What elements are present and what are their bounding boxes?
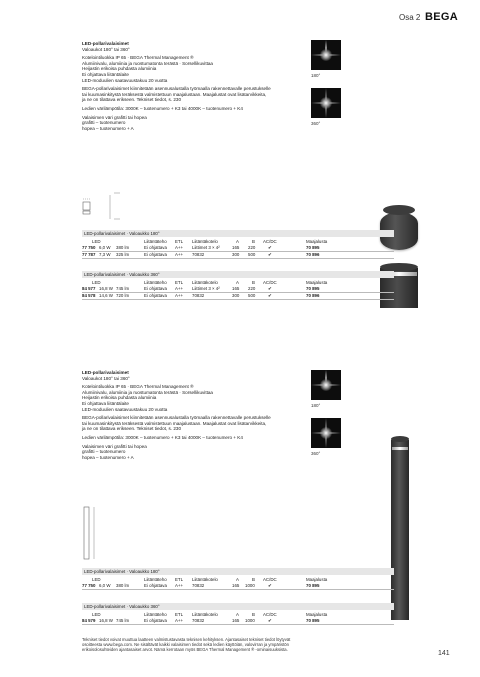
energy-class: A++ xyxy=(175,583,184,588)
column-header: B xyxy=(252,280,255,285)
power-value: 6,0 W xyxy=(99,245,111,250)
dimension-a: 300 xyxy=(232,252,240,257)
table-row xyxy=(82,618,394,625)
column-header: ETL xyxy=(175,280,184,285)
column-header: Liitäntäkotelo xyxy=(192,280,218,285)
dimension-b: 1000 xyxy=(245,618,255,623)
check-icon: ✔ xyxy=(268,293,272,298)
spec-line: Heijastin erikoisa puhdasta alumiinia xyxy=(82,66,157,72)
dimension-a: 165 xyxy=(232,245,240,250)
dimension-b: 1000 xyxy=(245,583,255,588)
lumen-value: 380 lm xyxy=(116,245,130,250)
product-table xyxy=(82,568,394,590)
column-header: ETL xyxy=(175,239,184,244)
lumen-value: 720 lm xyxy=(116,293,130,298)
column-header: Maajalusta xyxy=(306,612,328,617)
check-icon: ✔ xyxy=(268,583,272,588)
lumen-value: 380 lm xyxy=(116,583,130,588)
page-number: 141 xyxy=(438,650,450,657)
spec-line: Ei ohjattava liitäntälaite xyxy=(82,71,129,77)
spec-line: Kotelointiluokka IP 65 · BEGA Thermal Management ® xyxy=(82,384,194,390)
connection-box: 70832 xyxy=(192,293,205,298)
product-number: 77 750 xyxy=(82,245,96,250)
table-caption: LED-pollarivalaisimet · Valoaukko 180° xyxy=(82,230,394,237)
description-line: ja ne on tilattava erikseen. Tekniset tiedot, s. 230 xyxy=(82,97,181,103)
connection-box: 70832 xyxy=(192,252,205,257)
column-header: A xyxy=(236,612,239,617)
lumen-value: 745 lm xyxy=(116,286,130,291)
table-caption: LED-pollarivalaisimet · Valoaukko 180° xyxy=(82,568,394,575)
dimension-drawing xyxy=(80,191,135,223)
power-value: 16,8 W xyxy=(99,286,113,291)
control-type: Ei ohjattava xyxy=(144,583,167,588)
column-header: A xyxy=(236,577,239,582)
spec-line: Heijastin erikoisa puhdasta alumiinia xyxy=(82,395,157,401)
spec-line: Alumiinivalu, alumiinia ja ruostumatonta terästä · Sorsellikuvittaa xyxy=(82,389,213,395)
column-header: AC/DC xyxy=(263,280,277,285)
description-line: tai kuumasinkitystä teräksestä valmistettuun maajalustaan. Maajalustat ovat lisätarvikkeita, xyxy=(82,91,267,97)
description-line: BEGA-pollarivalaisimet kiinnitetään asennusalustalla työmaalla rakennettavalle perustukselle xyxy=(82,415,271,421)
beam-angle-label: 360° xyxy=(311,451,321,456)
column-header: Liitäntäteho xyxy=(144,280,167,285)
ground-socket-number: 70 895 xyxy=(306,286,320,291)
column-header: AC/DC xyxy=(263,577,277,582)
finish-line: grafitti – tuotenumero xyxy=(82,120,126,126)
bollard-top-cap xyxy=(391,436,409,442)
light-distribution-180-icon xyxy=(311,40,341,70)
column-header: Maajalusta xyxy=(306,239,328,244)
column-header: ETL xyxy=(175,577,184,582)
column-header: B xyxy=(252,577,255,582)
beam-angle-label: 360° xyxy=(311,121,321,126)
finish-line: hopea – tuotenumero + A xyxy=(82,454,134,460)
check-icon: ✔ xyxy=(268,252,272,257)
finish-line: grafitti – tuotenumero xyxy=(82,449,126,455)
table-row xyxy=(82,293,394,300)
column-header: AC/DC xyxy=(263,239,277,244)
product-subtitle: Valoaukot 180° tai 360° xyxy=(82,46,130,52)
bollard-light-ring xyxy=(392,447,408,450)
tall-bollard-photo xyxy=(391,440,409,620)
control-type: Ei ohjattava xyxy=(144,618,167,623)
description-line: ja ne on tilattava erikseen. Tekniset tiedot, s. 230 xyxy=(82,426,181,432)
energy-class: A++ xyxy=(175,618,184,623)
bollard-top-cap xyxy=(383,205,415,215)
connection-box: 70832 xyxy=(192,583,205,588)
column-header: Liitäntäteho xyxy=(144,577,167,582)
ground-socket-number: 70 895 xyxy=(306,618,320,623)
column-header: Liitäntäkotelo xyxy=(192,612,218,617)
color-temperature: Ledien värilämpötila: 3000K – tuotenumero + K3 tai 4000K – tuotenumero + K4 xyxy=(82,434,243,440)
control-type: Ei ohjattava xyxy=(144,245,167,250)
column-header: A xyxy=(236,280,239,285)
dimension-drawing xyxy=(80,505,110,565)
control-type: Ei ohjattava xyxy=(144,252,167,257)
column-header: AC/DC xyxy=(263,612,277,617)
product-title: LED-pollarivalaisimet xyxy=(82,41,129,46)
product-number: 84 577 xyxy=(82,286,96,291)
energy-class: A++ xyxy=(175,286,184,291)
product-table xyxy=(82,230,394,259)
product-title: LED-pollarivalaisimet xyxy=(82,370,129,375)
column-header: B xyxy=(252,239,255,244)
spec-line: Ei ohjattava liitäntälaite xyxy=(82,400,129,406)
energy-class: A++ xyxy=(175,245,184,250)
dimension-a: 300 xyxy=(232,293,240,298)
beam-angle-label: 180° xyxy=(311,403,321,408)
product-subtitle: Valoaukot 180° tai 360° xyxy=(82,375,130,381)
power-value: 7,3 W xyxy=(99,252,111,257)
dimension-a: 165 xyxy=(232,286,240,291)
spec-line: LED-moduulien saatavuustakuu 20 vuotta xyxy=(82,406,168,412)
ground-socket-number: 70 896 xyxy=(306,252,320,257)
power-value: 14,6 W xyxy=(99,293,113,298)
control-type: Ei ohjattava xyxy=(144,293,167,298)
table-caption: LED-pollarivalaisimet · Valoaukko 360° xyxy=(82,603,394,610)
finish-line: Valaisimen väri grafitti tai hopea xyxy=(82,114,147,120)
bollard-top-cap xyxy=(380,263,418,271)
description-line: BEGA-pollarivalaisimet kiinnitetään asennusalustalla työmaalla rakennettavalle perustukselle xyxy=(82,86,271,92)
product-2-text xyxy=(82,370,312,463)
light-distribution-360-icon xyxy=(311,418,341,448)
product-number: 77 787 xyxy=(82,252,96,257)
brand-logo: BEGA xyxy=(425,11,458,23)
energy-class: A++ xyxy=(175,293,184,298)
product-number: 77 750 xyxy=(82,583,96,588)
spec-line: Kotelointiluokka IP 65 · BEGA Thermal Management ® xyxy=(82,55,194,61)
footnote-line: Tekniset tiedot voivat muuttua laatteen valmistustavasta teknisen kehityksen. Ajantasaiset tekniset tiedot löytyvät xyxy=(82,637,291,642)
column-header: Liitäntäteho xyxy=(144,239,167,244)
beam-angle-label: 180° xyxy=(311,73,321,78)
dimension-b: 220 xyxy=(248,286,256,291)
ground-socket-number: 70 895 xyxy=(306,245,320,250)
lumen-value: 745 lm xyxy=(116,618,130,623)
footnote-line: osoitteesta www.bega.com. Ne sisältävät kaikki valaisimen tiedot sekä ledien käyttöiän, valovirran ja ympäristön xyxy=(82,642,289,648)
connection-box: 70832 xyxy=(192,618,205,623)
column-header: ETL xyxy=(175,612,184,617)
table-row xyxy=(82,286,394,293)
color-temperature: Ledien värilämpötila: 3000K – tuotenumero + K3 tai 4000K – tuotenumero + K4 xyxy=(82,105,243,111)
power-value: 16,8 W xyxy=(99,618,113,623)
column-header: LED xyxy=(92,612,101,617)
footnote-line: erikoisolosuhteiden ajantasaiset arvot. Nämä kerrotaan myös BEGA Thermal Management ® -ominaisuuksista. xyxy=(82,647,288,653)
check-icon: ✔ xyxy=(268,286,272,291)
column-header: LED xyxy=(92,280,101,285)
product-table xyxy=(82,271,394,300)
column-header: Liitäntäkotelo xyxy=(192,239,218,244)
column-header: LED xyxy=(92,239,101,244)
dimension-b: 500 xyxy=(248,293,256,298)
product-table xyxy=(82,603,394,625)
check-icon: ✔ xyxy=(268,245,272,250)
ground-socket-number: 70 896 xyxy=(306,293,320,298)
light-distribution-180-icon xyxy=(311,370,341,400)
check-icon: ✔ xyxy=(268,618,272,623)
spec-line: Alumiinivalu, alumiinia ja ruostumatonta terästä · Sorsellikuvittaa xyxy=(82,60,213,66)
lumen-value: 325 lm xyxy=(116,252,130,257)
column-header: Maajalusta xyxy=(306,280,328,285)
table-row xyxy=(82,252,394,259)
column-header: LED xyxy=(92,577,101,582)
product-number: 84 579 xyxy=(82,618,96,623)
ground-socket-number: 70 895 xyxy=(306,583,320,588)
table-row xyxy=(82,245,394,252)
control-type: Ei ohjattava xyxy=(144,286,167,291)
table-row xyxy=(82,583,394,590)
finish-line: Valaisimen väri grafitti tai hopea xyxy=(82,443,147,449)
column-header: A xyxy=(236,239,239,244)
dimension-b: 220 xyxy=(248,245,256,250)
connection-box: Liittimet 3 × 4² xyxy=(192,286,220,291)
finish-line: hopea – tuotenumero + A xyxy=(82,125,134,131)
table-caption: LED-pollarivalaisimet · Valoaukko 360° xyxy=(82,271,394,278)
spec-line: LED-moduulien saatavuustakuu 20 vuotta xyxy=(82,77,168,83)
column-header: Liitäntäkotelo xyxy=(192,577,218,582)
dimension-a: 165 xyxy=(232,583,240,588)
column-header: Liitäntäteho xyxy=(144,612,167,617)
connection-box: Liittimet 3 × 4² xyxy=(192,245,220,250)
column-header: Maajalusta xyxy=(306,577,328,582)
dimension-b: 500 xyxy=(248,252,256,257)
light-distribution-360-icon xyxy=(311,88,341,118)
column-header: B xyxy=(252,612,255,617)
dimension-a: 165 xyxy=(232,618,240,623)
product-1-text xyxy=(82,41,312,134)
energy-class: A++ xyxy=(175,252,184,257)
header-section-label: Osa 2 xyxy=(399,13,421,22)
power-value: 6,0 W xyxy=(99,583,111,588)
product-number: 84 578 xyxy=(82,293,96,298)
footnote xyxy=(82,637,382,653)
description-line: tai kuumasinkitystä teräksestä valmistettuun maajalustaan. Maajalustat ovat lisätarvikkeita, xyxy=(82,420,267,426)
